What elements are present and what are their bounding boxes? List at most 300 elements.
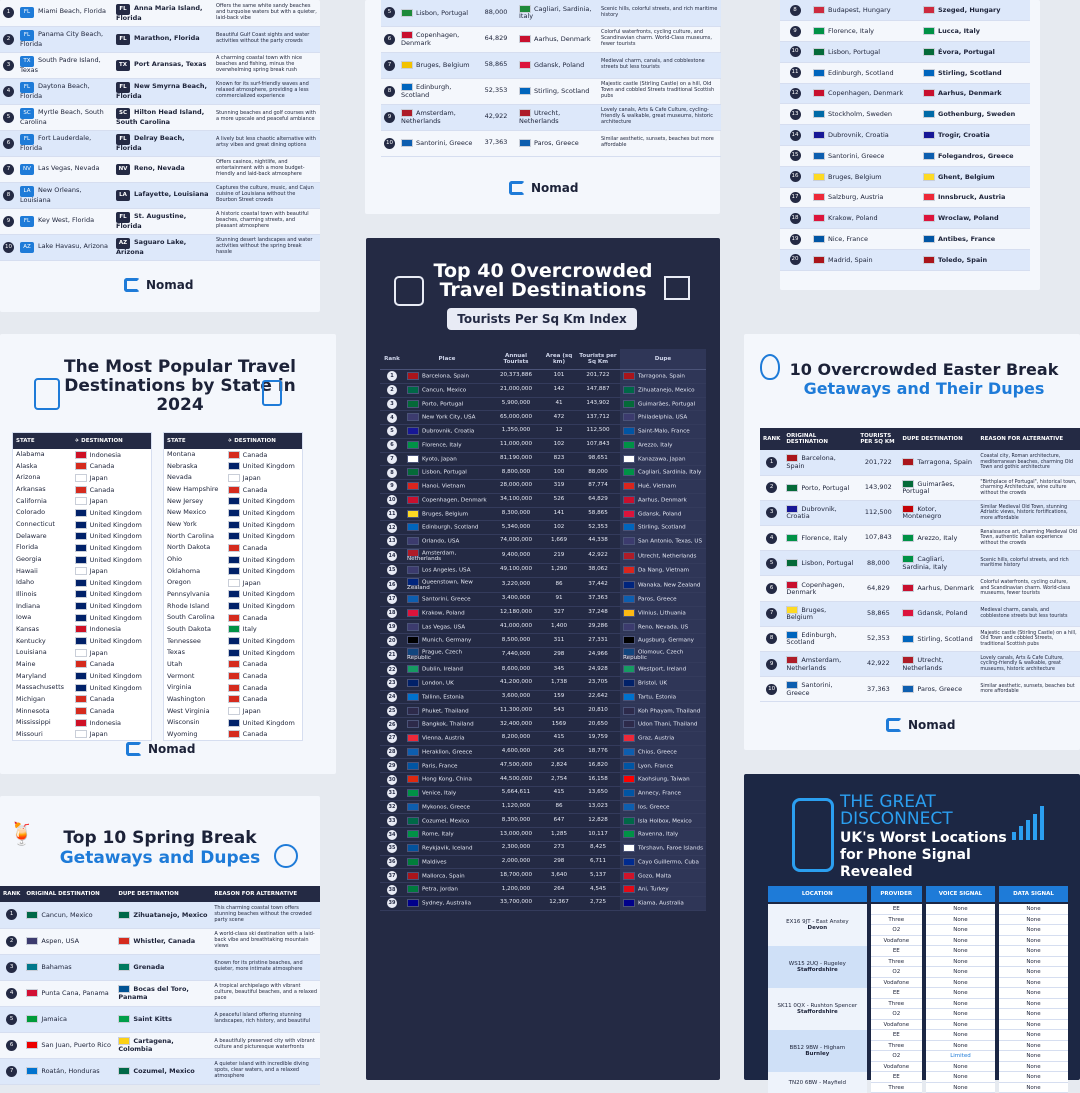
place-name: Queenstown, New Zealand bbox=[407, 579, 473, 591]
table-row bbox=[0, 234, 320, 260]
flag-icon bbox=[407, 537, 419, 545]
destination-name: United Kingdom bbox=[90, 579, 142, 587]
reason: Lovely canals, Arts & Cafe Culture, cycling-friendly & walkable, great museums, historic architecture bbox=[977, 652, 1080, 677]
table-row bbox=[780, 229, 1030, 250]
tourists-per-sq-km: 8,425 bbox=[576, 841, 620, 855]
list-item bbox=[13, 566, 151, 578]
dupe-destination: Guimarães, Portugal bbox=[902, 480, 954, 495]
original-destination: Myrtle Beach, South Carolina bbox=[20, 108, 104, 126]
list-item bbox=[164, 472, 302, 484]
flag-icon bbox=[623, 665, 635, 673]
flag-icon bbox=[228, 474, 240, 482]
destination-name: United Kingdom bbox=[90, 590, 142, 598]
table-row bbox=[768, 1072, 1068, 1093]
place-name: Porto, Portugal bbox=[422, 401, 463, 407]
area-sq-km: 298 bbox=[542, 855, 576, 869]
rank-badge: 5 bbox=[387, 426, 397, 436]
flag-icon bbox=[902, 685, 914, 693]
flag-icon bbox=[228, 486, 240, 494]
tourists-per-sq-km: 42,922 bbox=[576, 548, 620, 563]
destination-name: United Kingdom bbox=[243, 509, 295, 517]
flag-icon bbox=[26, 937, 38, 945]
original-destination: Edinburgh, Scotland bbox=[786, 631, 836, 646]
column-header-state: STATE bbox=[13, 433, 72, 449]
dupe-destination: Bristol, UK bbox=[638, 681, 667, 687]
table-row bbox=[0, 130, 320, 156]
flag-icon bbox=[118, 911, 130, 919]
table-row bbox=[380, 690, 706, 704]
original-destination: South Padre Island, Texas bbox=[20, 56, 101, 74]
rank-badge: 7 bbox=[3, 164, 14, 175]
flag-icon bbox=[623, 400, 635, 408]
destination-name: United Kingdom bbox=[90, 602, 142, 610]
flag-icon bbox=[813, 27, 825, 35]
original-destination: Florence, Italy bbox=[828, 27, 874, 35]
flag-icon bbox=[75, 684, 87, 692]
flag-icon bbox=[75, 695, 87, 703]
table-row bbox=[760, 526, 1080, 551]
table-row bbox=[780, 208, 1030, 229]
state-name: North Dakota bbox=[164, 542, 225, 554]
signal-title: THE GREAT DISCONNECT UK's Worst Locations for Phone Signal Revealed bbox=[840, 794, 1040, 880]
column-header-location: LOCATION bbox=[768, 886, 867, 902]
flag-icon bbox=[407, 566, 419, 574]
list-item bbox=[13, 461, 151, 473]
flag-icon bbox=[623, 707, 635, 715]
flag-icon bbox=[407, 775, 419, 783]
rank-badge: 5 bbox=[384, 7, 395, 18]
dupe-destination: Saguaro Lake, Arizona bbox=[116, 238, 186, 256]
reason: Stunning desert landscapes and water activities without the spring break hassle bbox=[213, 234, 320, 260]
flag-icon bbox=[813, 69, 825, 77]
flag-icon bbox=[923, 69, 935, 77]
nomad-logo-icon bbox=[886, 718, 902, 732]
place-name: Edinburgh, Scotland bbox=[422, 525, 478, 531]
nomad-logo: Nomad bbox=[124, 278, 193, 292]
flag-icon bbox=[623, 468, 635, 476]
area-sq-km: 1,290 bbox=[542, 563, 576, 577]
voice-signal: None bbox=[926, 1072, 995, 1083]
table-row bbox=[380, 370, 706, 384]
reason: Offers the same white sandy beaches and turquoise waters but with a quieter, laid-back vibe bbox=[213, 0, 320, 26]
tourists-per-sq-km: 19,759 bbox=[576, 731, 620, 745]
place-name: Paris, France bbox=[422, 763, 457, 769]
column-header-original: ORIGINAL DESTINATION bbox=[23, 886, 115, 902]
annual-tourists: 1,120,000 bbox=[490, 800, 542, 814]
area-sq-km: 12 bbox=[542, 425, 576, 439]
area-sq-km: 1,738 bbox=[542, 676, 576, 690]
table-row bbox=[380, 634, 706, 648]
dupe-destination: New Smyrna Beach, Florida bbox=[116, 82, 207, 100]
top40-table bbox=[380, 349, 706, 911]
state-code-badge: TX bbox=[20, 56, 34, 67]
area-sq-km: 2,754 bbox=[542, 773, 576, 787]
flag-icon bbox=[407, 858, 419, 866]
provider: Three bbox=[871, 957, 922, 968]
flag-icon bbox=[228, 672, 240, 680]
annual-tourists: 3,600,000 bbox=[490, 690, 542, 704]
dupe-destination: St. Augustine, Florida bbox=[116, 212, 186, 230]
voice-signal: None bbox=[926, 999, 995, 1010]
location-cell bbox=[768, 1030, 867, 1072]
place-name: Dubrovnik, Croatia bbox=[422, 429, 474, 435]
list-item bbox=[164, 577, 302, 589]
flag-icon bbox=[75, 579, 87, 587]
annual-tourists: 47,500,000 bbox=[490, 759, 542, 773]
flag-icon bbox=[407, 844, 419, 852]
state-name: Illinois bbox=[13, 589, 72, 601]
tourists-per-sq-km: 27,331 bbox=[576, 634, 620, 648]
annual-tourists: 12,180,000 bbox=[490, 606, 542, 620]
area-sq-km: 91 bbox=[542, 592, 576, 606]
table-row bbox=[760, 626, 1080, 651]
state-name: Washington bbox=[164, 694, 225, 706]
county: Devon bbox=[770, 925, 865, 931]
rank-badge: 3 bbox=[3, 60, 14, 71]
tourists-per-sq-km: 37,442 bbox=[576, 577, 620, 592]
nomad-logo: Nomad bbox=[886, 718, 955, 732]
rank-badge: 28 bbox=[387, 747, 397, 757]
flag-icon bbox=[228, 462, 240, 470]
voice-signal: None bbox=[926, 967, 995, 978]
rank-badge: 17 bbox=[790, 192, 801, 203]
list-item bbox=[164, 647, 302, 659]
list-item bbox=[13, 449, 151, 461]
original-destination: Key West, Florida bbox=[38, 216, 94, 224]
reason: Similar aesthetic, sunsets, beaches but more affordable bbox=[977, 677, 1080, 702]
tourists-per-sq-km: 16,820 bbox=[576, 759, 620, 773]
rank-badge: 15 bbox=[387, 565, 397, 575]
list-item bbox=[164, 694, 302, 706]
flag-icon bbox=[623, 789, 635, 797]
place-name: Venice, Italy bbox=[422, 791, 456, 797]
list-item bbox=[13, 554, 151, 566]
column-header-place: Place bbox=[404, 349, 490, 370]
flag-icon bbox=[623, 523, 635, 531]
dupe-destination: Tórshavn, Faroe Islands bbox=[638, 846, 703, 852]
rank-badge: 4 bbox=[3, 86, 14, 97]
reason: A historic coastal town with beautiful beaches, charming streets, and pleasant atmosphere bbox=[213, 208, 320, 234]
list-item bbox=[13, 496, 151, 508]
list-item bbox=[164, 554, 302, 566]
reason: A quieter island with incredible diving spots, clear waters, and a relaxed atmosphere bbox=[211, 1058, 320, 1084]
nomad-logo-icon bbox=[124, 278, 140, 292]
column-header-rank: Rank bbox=[380, 349, 404, 370]
voice-signal: None bbox=[926, 915, 995, 926]
flag-icon bbox=[813, 256, 825, 264]
flag-icon bbox=[519, 35, 531, 43]
original-destination: Dubrovnik, Croatia bbox=[828, 131, 889, 139]
flag-icon bbox=[923, 235, 935, 243]
list-item bbox=[13, 612, 151, 624]
rank-badge: 6 bbox=[766, 583, 777, 594]
nomad-logo: Nomad bbox=[509, 181, 578, 195]
reason: Stunning beaches and golf courses with a more upscale and peaceful ambiance bbox=[213, 104, 320, 130]
rank-badge: 11 bbox=[387, 509, 397, 519]
data-signal: None bbox=[999, 1062, 1068, 1073]
rank-badge: 14 bbox=[387, 551, 397, 561]
table-row bbox=[380, 521, 706, 535]
flag-icon bbox=[813, 152, 825, 160]
rank-badge: 10 bbox=[766, 684, 777, 695]
destination-name: United Kingdom bbox=[243, 521, 295, 529]
destination-name: United Kingdom bbox=[90, 684, 142, 692]
flag-icon bbox=[623, 720, 635, 728]
annual-tourists: 21,000,000 bbox=[490, 383, 542, 397]
reason: A charming coastal town with nice beaches and fishing, minus the overwhelming spring break rush bbox=[213, 52, 320, 78]
flag-icon bbox=[228, 625, 240, 633]
annual-tourists: 74,000,000 bbox=[490, 535, 542, 549]
reason: Scenic hills, colorful streets, and rich maritime history bbox=[977, 551, 1080, 576]
flag-icon bbox=[75, 637, 87, 645]
passport-icon bbox=[262, 380, 282, 406]
reason: "Birthplace of Portugal", historical town, charming Architecture, wine culture without the crowds bbox=[977, 475, 1080, 500]
area-sq-km: 1569 bbox=[542, 718, 576, 732]
original-destination: New Orleans, Louisiana bbox=[20, 186, 81, 204]
table-row bbox=[381, 52, 721, 78]
area-sq-km: 86 bbox=[542, 800, 576, 814]
flag-icon bbox=[75, 602, 87, 610]
flag-icon bbox=[26, 1015, 38, 1023]
rank-badge: 27 bbox=[387, 733, 397, 743]
flag-icon bbox=[519, 87, 531, 95]
original-destination: Edinburgh, Scotland bbox=[828, 69, 894, 77]
tourists-per-sq-km: 64,829 bbox=[576, 493, 620, 507]
place-name: Heraklion, Greece bbox=[422, 749, 472, 755]
annual-tourists: 49,100,000 bbox=[490, 563, 542, 577]
dupe-destination: Lucca, Italy bbox=[938, 27, 980, 35]
flag-icon bbox=[786, 559, 798, 567]
table-row bbox=[380, 731, 706, 745]
rank-badge: 12 bbox=[387, 523, 397, 533]
annual-tourists: 41,000,000 bbox=[490, 620, 542, 634]
state-name: Arkansas bbox=[13, 484, 72, 496]
flag-icon bbox=[228, 579, 240, 587]
table-row bbox=[780, 125, 1030, 146]
state-name: Kansas bbox=[13, 624, 72, 636]
flag-icon bbox=[813, 6, 825, 14]
state-code-badge: FL bbox=[116, 4, 130, 15]
flag-icon bbox=[623, 427, 635, 435]
state-name: Alabama bbox=[13, 449, 72, 461]
annual-tourists: 5,664,611 bbox=[490, 786, 542, 800]
state-name: Oregon bbox=[164, 577, 225, 589]
rank-badge: 9 bbox=[3, 216, 14, 227]
state-list-right bbox=[163, 432, 303, 741]
flag-icon bbox=[623, 537, 635, 545]
list-item bbox=[164, 682, 302, 694]
original-destination: Santorini, Greece bbox=[416, 139, 472, 147]
list-item bbox=[164, 531, 302, 543]
dupe-destination: Chios, Greece bbox=[638, 749, 677, 755]
rank-badge: 8 bbox=[766, 633, 777, 644]
area-sq-km: 1,285 bbox=[542, 828, 576, 842]
dupe-destination: Utrecht, Netherlands bbox=[902, 656, 943, 671]
list-item bbox=[164, 717, 302, 729]
tourists-per-sq-km: 24,966 bbox=[576, 647, 620, 662]
dupe-destination: Wanaka, New Zealand bbox=[638, 582, 700, 588]
area-sq-km: 311 bbox=[542, 634, 576, 648]
rank-badge: 1 bbox=[3, 7, 14, 18]
flag-icon bbox=[228, 602, 240, 610]
tourists-per-sq-km: 58,865 bbox=[576, 507, 620, 521]
tourists-per-sq-km: 112,500 bbox=[857, 500, 899, 525]
table-row bbox=[780, 0, 1030, 21]
postcode-location: EX16 9JT - East Anstey bbox=[770, 919, 865, 925]
data-signal: None bbox=[999, 925, 1068, 936]
flag-icon bbox=[228, 567, 240, 575]
panel-easter bbox=[744, 334, 1080, 750]
place-name: Bangkok, Thailand bbox=[422, 722, 474, 728]
voice-signal: None bbox=[926, 1041, 995, 1052]
state-name: Maryland bbox=[13, 670, 72, 682]
original-destination: Cancun, Mexico bbox=[41, 911, 92, 919]
table-row bbox=[380, 718, 706, 732]
destination-name: Japan bbox=[90, 497, 108, 505]
table-row bbox=[380, 480, 706, 494]
voice-signal: None bbox=[926, 904, 995, 915]
dupe-destination: Cartagena, Colombia bbox=[118, 1037, 173, 1052]
panel-spring-break bbox=[0, 796, 320, 1080]
dupe-destination: Wroclaw, Poland bbox=[938, 214, 999, 222]
flag-icon bbox=[407, 885, 419, 893]
column-header-provider: PROVIDER bbox=[871, 886, 922, 902]
dupe-destination: Szeged, Hungary bbox=[938, 6, 1001, 14]
dupe-destination: Delray Beach, Florida bbox=[116, 134, 185, 152]
original-destination: Salzburg, Austria bbox=[828, 193, 883, 201]
flag-icon bbox=[407, 636, 419, 644]
dupe-destination: Innsbruck, Austria bbox=[938, 193, 1005, 201]
destination-name: Indonesia bbox=[90, 625, 121, 633]
state-name: Delaware bbox=[13, 531, 72, 543]
destination-name: United Kingdom bbox=[243, 462, 295, 470]
state-name: Maine bbox=[13, 659, 72, 671]
table-row bbox=[0, 78, 320, 104]
rank-badge: 4 bbox=[6, 988, 17, 999]
area-sq-km: 415 bbox=[542, 786, 576, 800]
flag-icon bbox=[407, 386, 419, 394]
tourists-per-sq-km: 64,829 bbox=[857, 576, 899, 601]
tourists-per-sq-km: 88,000 bbox=[576, 466, 620, 480]
reason: A tropical archipelago with vibrant culture, beautiful beaches, and a relaxed pace bbox=[211, 980, 320, 1006]
place-name: Florence, Italy bbox=[422, 442, 462, 448]
state-code-badge: FL bbox=[20, 7, 34, 18]
flag-icon bbox=[623, 885, 635, 893]
provider: EE bbox=[871, 988, 922, 999]
original-destination: Copenhagen, Denmark bbox=[828, 89, 903, 97]
state-dupes-table bbox=[0, 0, 320, 261]
state-name: Georgia bbox=[13, 554, 72, 566]
flag-icon bbox=[407, 523, 419, 531]
tourists-per-sq-km: 52,353 bbox=[857, 626, 899, 651]
place-name: Barcelona, Spain bbox=[422, 374, 469, 380]
destination-name: Japan bbox=[243, 474, 261, 482]
flag-icon bbox=[623, 413, 635, 421]
destination-name: Canada bbox=[90, 660, 115, 668]
list-item bbox=[164, 566, 302, 578]
state-name: Idaho bbox=[13, 577, 72, 589]
dupe-destination: Hué, Vietnam bbox=[638, 484, 676, 490]
annual-tourists: 2,300,000 bbox=[490, 841, 542, 855]
dupe-destination: Paros, Greece bbox=[534, 139, 579, 147]
destination-name: Canada bbox=[243, 486, 268, 494]
place-name: Kyoto, Japan bbox=[422, 456, 457, 462]
original-destination: Santorini, Greece bbox=[786, 681, 832, 696]
reason: Known for its surf-friendly waves and relaxed atmosphere, providing a less commercialized experience bbox=[213, 78, 320, 104]
annual-tourists: 11,000,000 bbox=[490, 438, 542, 452]
destination-name: Japan bbox=[90, 567, 108, 575]
column-header-tourists-per-sq-km: TOURISTS PER SQ KM bbox=[857, 428, 899, 450]
place-name: Prague, Czech Republic bbox=[407, 649, 462, 661]
area-sq-km: 12,367 bbox=[542, 896, 576, 910]
tourists-per-sq-km: 112,500 bbox=[576, 425, 620, 439]
destination-name: Indonesia bbox=[90, 451, 121, 459]
rank-badge: 22 bbox=[387, 665, 397, 675]
column-header-dupe: Dupe bbox=[620, 349, 706, 370]
rank-badge: 13 bbox=[790, 109, 801, 120]
dupe-destination: Stirling, Scotland bbox=[534, 87, 589, 95]
flag-icon bbox=[75, 625, 87, 633]
place-name: Los Angeles, USA bbox=[422, 568, 471, 574]
dupe-destination: Stirling, Scotland bbox=[917, 635, 972, 643]
flag-icon bbox=[623, 581, 635, 589]
rank-badge: 38 bbox=[387, 885, 397, 895]
destination-name: Japan bbox=[90, 649, 108, 657]
list-item bbox=[13, 542, 151, 554]
voice-signal: None bbox=[926, 946, 995, 957]
dupe-destination: Évora, Portugal bbox=[938, 48, 995, 56]
tourists-per-sq-km: 20,650 bbox=[576, 718, 620, 732]
flag-icon bbox=[75, 649, 87, 657]
state-name: Louisiana bbox=[13, 647, 72, 659]
europe-list-table bbox=[780, 0, 1030, 271]
flag-icon bbox=[407, 789, 419, 797]
state-name: Wisconsin bbox=[164, 717, 225, 729]
flag-icon bbox=[623, 817, 635, 825]
state-name: Pennsylvania bbox=[164, 589, 225, 601]
dupe-destination: Gozo, Malta bbox=[638, 873, 671, 879]
column-header-data: DATA SIGNAL bbox=[999, 886, 1068, 902]
reason: A world-class ski destination with a laid-back vibe and breathtaking mountain views bbox=[211, 928, 320, 954]
place-name: New York City, USA bbox=[422, 415, 476, 421]
place-name: Bruges, Belgium bbox=[422, 511, 468, 517]
flag-icon bbox=[813, 48, 825, 56]
table-row bbox=[760, 551, 1080, 576]
place-name: Mallorca, Spain bbox=[422, 873, 465, 879]
area-sq-km: 41 bbox=[542, 397, 576, 411]
destination-name: Canada bbox=[90, 695, 115, 703]
original-destination: Bahamas bbox=[41, 963, 71, 971]
data-signal: None bbox=[999, 936, 1068, 947]
destination-name: Canada bbox=[90, 462, 115, 470]
table-row bbox=[780, 62, 1030, 83]
state-name: New York bbox=[164, 519, 225, 531]
rank-badge: 2 bbox=[6, 936, 17, 947]
reason: A lively but less chaotic alternative with artsy vibes and great dining options bbox=[213, 130, 320, 156]
voice-signal: None bbox=[926, 925, 995, 936]
dupe-destination: Grenada bbox=[133, 963, 164, 971]
provider: O2 bbox=[871, 925, 922, 936]
destination-name: Canada bbox=[243, 544, 268, 552]
rank-badge: 35 bbox=[387, 843, 397, 853]
rank-badge: 4 bbox=[766, 533, 777, 544]
rank-badge: 39 bbox=[387, 898, 397, 908]
flag-icon bbox=[228, 660, 240, 668]
table-row bbox=[380, 869, 706, 883]
table-row bbox=[380, 883, 706, 897]
flag-icon bbox=[407, 413, 419, 421]
list-item bbox=[13, 659, 151, 671]
